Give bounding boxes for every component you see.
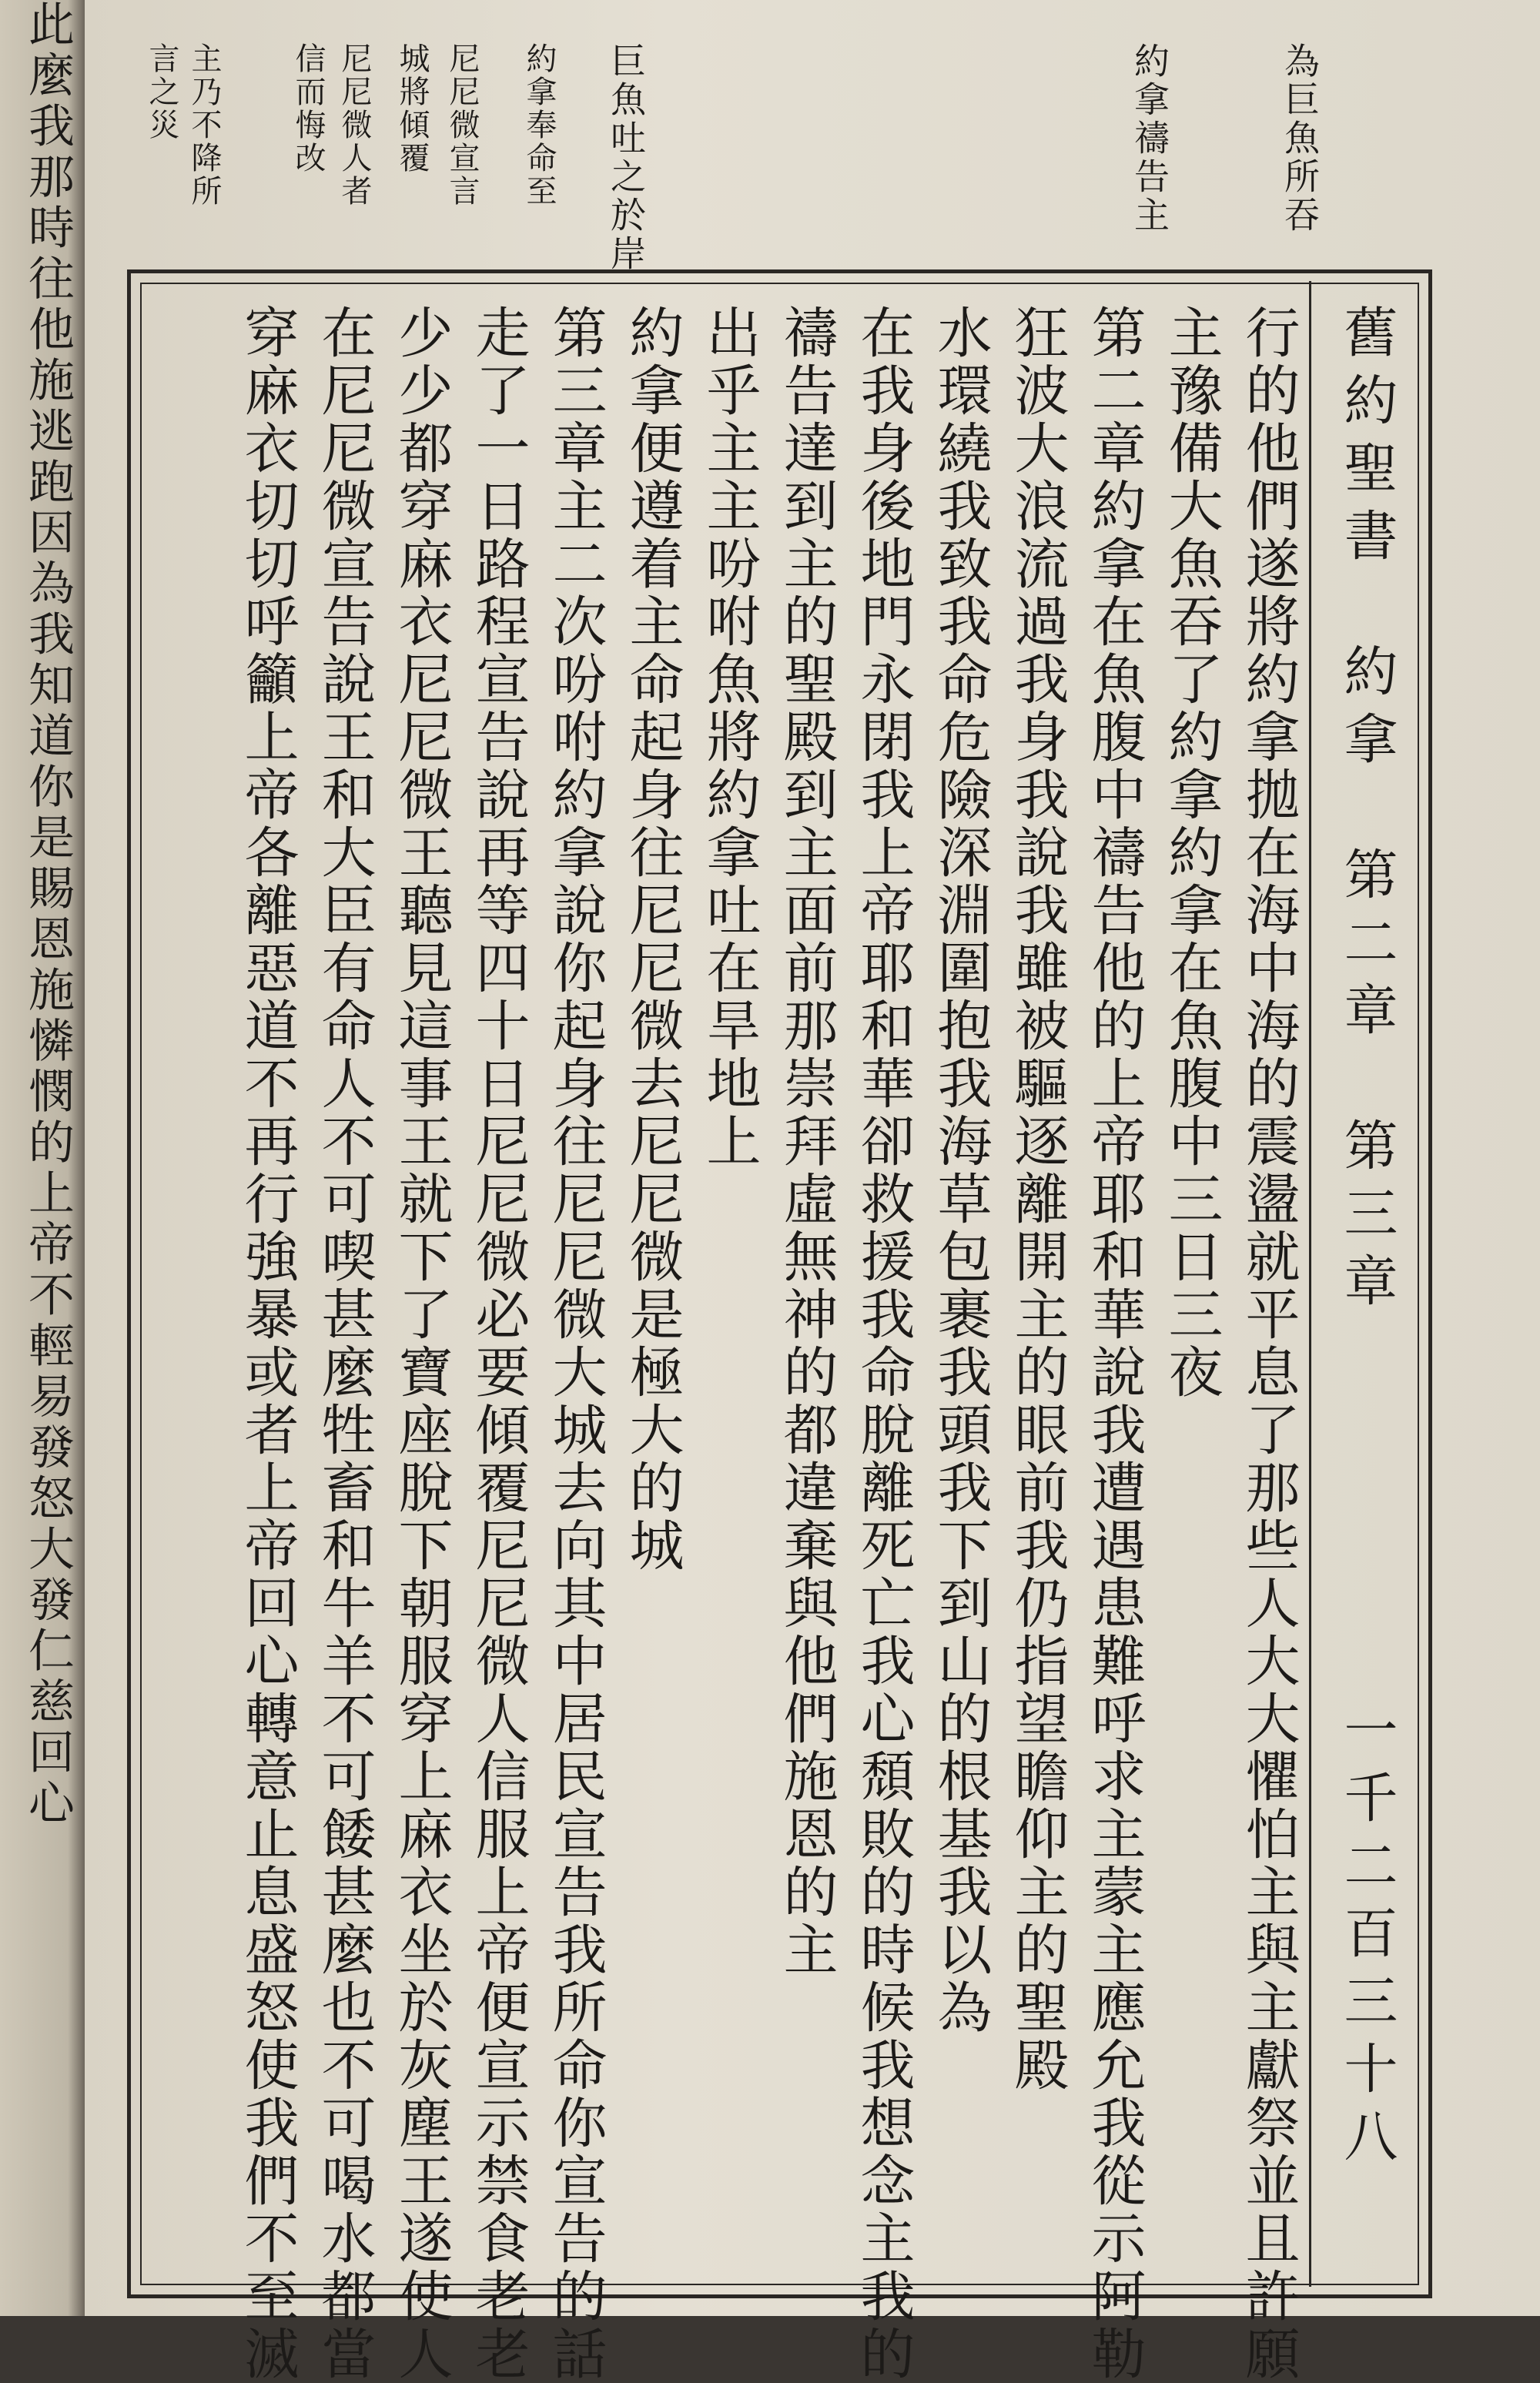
scripture-column: 禱告達到主的聖殿到主面前那崇拜虛無神的都違棄與他們施恩的主 [775,304,839,1979]
scripture-column: 在尼尼微宣告說王和大臣有命人不可喫甚麼牲畜和牛羊不可餧甚麼也不可喝水都當 [313,304,377,2383]
header-note: 言之災 [144,42,179,142]
header-note: 約拿奉命至 [521,42,557,208]
scripture-column: 出乎主主吩咐魚將約拿吐在旱地上 [698,304,762,1170]
header-note: 信而悔改 [290,42,326,175]
header-note: 巨魚吐之於岸 [605,42,647,273]
scripture-column: 少少都穿麻衣尼尼微王聽見這事王就下了寶座脫下朝服穿上麻衣坐於灰塵王遂使人 [390,304,454,2383]
scripture-column: 主豫備大魚吞了約拿約拿在魚腹中三日三夜 [1160,304,1224,1401]
scripture-column: 第二章約拿在魚腹中禱告他的上帝耶和華說我遭遇患難呼求主蒙主應允我從示阿勒 [1083,304,1147,2383]
header-note: 主乃不降所 [186,42,222,208]
title-divider [1309,281,1311,2287]
running-title: 舊約聖書 約拿 第二章 第三章 [1335,304,1398,1320]
scripture-column: 水環繞我致我命危險深淵圍抱我海草包裹我頭我下到山的根基我以為 [929,304,993,2037]
header-note: 約拿禱告主 [1129,42,1170,235]
scripture-column: 第三章主二次吩咐約拿說你起身往尼尼微大城去向其中居民宣告我所命你宣告的話 [544,304,608,2383]
header-note: 城將傾覆 [394,42,430,175]
scripture-column: 約拿便遵着主命起身往尼尼微去尼尼微是極大的城 [621,304,685,1575]
scripture-column: 行的他們遂將約拿拋在海中海的震盪就平息了那些人大大懼怕主與主獻祭並且許願 [1237,304,1301,2383]
header-note: 尼尼微人者 [336,42,372,208]
scripture-column: 在我身後地門永閉我上帝耶和華卻救援我命脫離死亡我心頹敗的時候我想念主我的 [852,304,916,2383]
scripture-column: 走了一日路程宣告說再等四十日尼尼微必要傾覆尼尼微人信服上帝便宣示禁食老老 [467,304,531,2383]
scripture-column: 穿麻衣切切呼籲上帝各離惡道不再行強暴或者上帝回心轉意止息盛怒使我們不至滅 [236,304,300,2383]
previous-page-column: 此麼我那時往他施逃跑因為我知道你是賜恩施憐憫的上帝不輕易發怒大發仁慈回心 [21,0,75,1829]
scripture-column: 狂波大浪流過我身我說我雖被驅逐離開主的眼前我仍指望瞻仰主的聖殿 [1006,304,1070,2094]
previous-page-edge [0,0,85,2316]
header-note: 為巨魚所吞 [1279,42,1321,235]
page-number: 一千二百三十八 [1335,1702,1398,2176]
header-note: 尼尼微宣言 [444,42,480,208]
